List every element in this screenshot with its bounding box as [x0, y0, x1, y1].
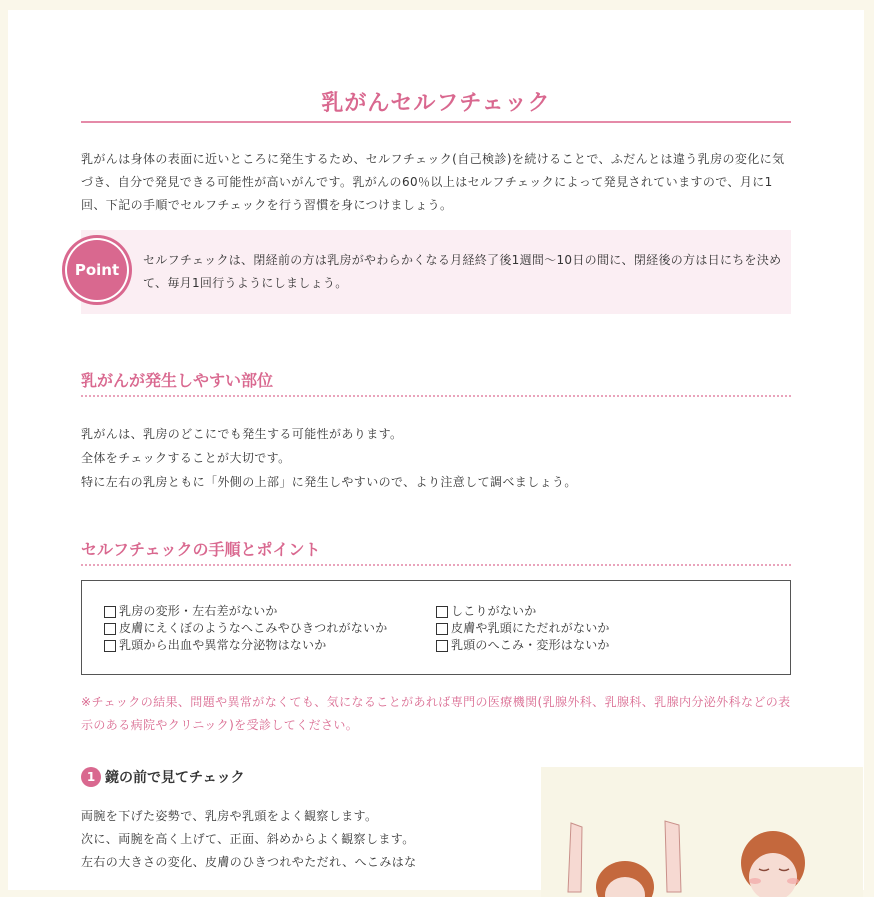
body-line: 左右の大きさの変化、皮膚のひきつれやただれ、へこみはな: [81, 855, 417, 869]
checklist-label: 乳房の変形・左右差がないか: [119, 604, 278, 618]
point-box: [74, 230, 791, 314]
page-card: [8, 10, 864, 890]
body-line: 全体をチェックすることが大切です。: [81, 451, 291, 465]
checkbox-icon: [104, 640, 116, 652]
checkbox-icon: [436, 606, 448, 618]
point-text: セルフチェックは、閉経前の方は乳房がやわらかくなる月経終了後1週間～10日の間に、閉経後の方は日にちを決めて、毎月1回行うようにしましょう。: [143, 253, 782, 290]
checklist-label: 皮膚にえくぼのようなへこみやひきつれがないか: [119, 621, 388, 635]
body-line: 特に左右の乳房ともに「外側の上部」に発生しやすいので、より注意して調べましょう。: [81, 475, 577, 489]
checklist-label: 乳頭から出血や異常な分泌物はないか: [119, 638, 327, 652]
section-heading-risk-areas: 乳がんが発生しやすい部位: [81, 368, 791, 397]
body-line: 次に、両腕を高く上げて、正面、斜めからよく観察します。: [81, 832, 415, 846]
checklist-item: [104, 620, 387, 637]
checklist-item: [104, 637, 387, 654]
checklist-label: しこりがないか: [451, 604, 537, 618]
checkbox-icon: [436, 623, 448, 635]
mirror-check-illustration: [541, 767, 863, 897]
checklist-column-right: [436, 603, 610, 654]
checklist-item: [104, 603, 387, 620]
woman-illustration-icon: [541, 767, 863, 897]
checkbox-icon: [436, 640, 448, 652]
checkbox-icon: [104, 606, 116, 618]
page-title: 乳がんセルフチェック: [321, 91, 551, 116]
body-line: 両腕を下げた姿勢で、乳房や乳頭をよく観察します。: [81, 809, 378, 823]
step-title: 鏡の前で見てチェック: [105, 770, 245, 786]
checklist-item: [436, 637, 610, 654]
consultation-note: ※チェックの結果、問題や異常がなくても、気になることがあれば専門の医療機関(乳腺外科、乳腺科、乳腺内分泌外科などの表示のある病院やクリニック)を受診してください。: [81, 695, 791, 732]
checklist-label: 乳頭のへこみ・変形はないか: [451, 638, 610, 652]
step-description: [81, 805, 451, 874]
body-line: 乳がんは、乳房のどこにでも発生する可能性があります。: [81, 427, 403, 441]
title-divider: [81, 121, 791, 123]
checklist-label: 皮膚や乳頭にただれがないか: [451, 621, 610, 635]
step-heading: [81, 767, 245, 787]
checkbox-icon: [104, 623, 116, 635]
intro-paragraph: 乳がんは身体の表面に近いところに発生するため、セルフチェック(自己検診)を続けることで、ふだんとは違う乳房の変化に気づき、自分で発見できる可能性が高いがんです。乳がんの60％以上はセルフチェックによって発見されていますので、月に1回、下記の手順でセルフチェックを行う習慣を身につけましょう。: [81, 152, 785, 212]
checklist-item: [436, 620, 610, 637]
step-number-badge: 1: [81, 767, 101, 787]
section-heading-procedure: セルフチェックの手順とポイント: [81, 537, 791, 566]
point-badge: Point: [65, 238, 129, 302]
risk-areas-text: [81, 422, 791, 494]
checklist-box: [81, 580, 791, 675]
checklist-item: [436, 603, 610, 620]
checklist-column-left: [104, 603, 387, 654]
